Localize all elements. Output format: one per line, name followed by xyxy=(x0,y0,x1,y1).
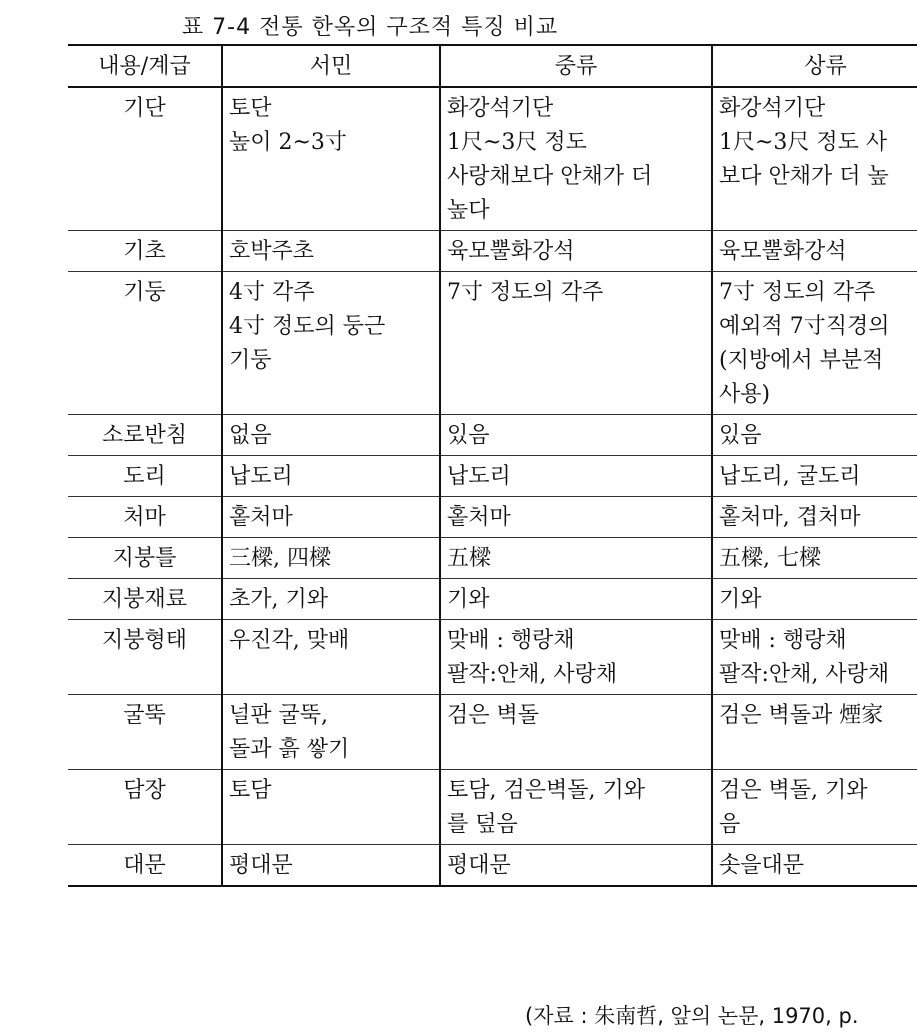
table-cell xyxy=(440,770,712,845)
row-label: 대문 xyxy=(123,853,166,878)
table-cell xyxy=(222,695,440,770)
cell-line: 호박주초 xyxy=(229,239,315,264)
table-cell xyxy=(440,456,712,497)
cell-line: 높다 xyxy=(447,198,490,223)
cell-line: 평대문 xyxy=(447,853,511,878)
cell-line: 맞배 : 행랑채 xyxy=(719,628,847,653)
source-note: (자료 : 朱南哲, 앞의 논문, 1970, p. xyxy=(525,1004,859,1028)
cell-line: 사용) xyxy=(719,382,771,407)
cell-line: 육모뿔화강석 xyxy=(719,239,847,264)
table-row xyxy=(68,497,917,538)
table-cell xyxy=(440,87,712,231)
cell-line: 4寸 정도의 둥근 xyxy=(229,314,386,339)
cell-line: 납도리 xyxy=(447,464,511,489)
header-cell: 중류 xyxy=(440,45,712,87)
table-row xyxy=(68,272,917,415)
cell-line: 홑처마 xyxy=(229,505,293,530)
cell-line: 팔작:안채, 사랑채 xyxy=(719,662,890,687)
table-cell xyxy=(712,538,917,579)
cell-line: 평대문 xyxy=(229,853,293,878)
table-cell xyxy=(712,87,917,231)
row-label: 소로반침 xyxy=(101,423,187,448)
cell-line: 三樑, 四樑 xyxy=(229,546,331,571)
table-cell xyxy=(712,770,917,845)
table-cell xyxy=(222,497,440,538)
table-row xyxy=(68,620,917,695)
cell-line: 1尺~3尺 정도 xyxy=(447,130,587,155)
table-cell xyxy=(222,87,440,231)
table-row xyxy=(68,579,917,620)
table-cell xyxy=(712,579,917,620)
row-label: 기초 xyxy=(123,239,166,264)
table-caption: 표 7-4 전통 한옥의 구조적 특징 비교 xyxy=(181,15,559,40)
table-cell xyxy=(440,415,712,456)
table-cell xyxy=(222,620,440,695)
table-cell xyxy=(440,845,712,887)
cell-line: 기와 xyxy=(447,587,490,612)
table-cell xyxy=(222,272,440,415)
cell-line: 토단 xyxy=(229,96,272,121)
cell-line: 높이 2~3寸 xyxy=(229,130,347,155)
row-label: 굴뚝 xyxy=(123,703,166,728)
cell-line: 맞배 : 행랑채 xyxy=(447,628,575,653)
cell-line: 를 덮음 xyxy=(447,812,518,837)
table-cell xyxy=(712,231,917,272)
table-cell xyxy=(222,231,440,272)
row-label: 기둥 xyxy=(123,280,166,305)
comparison-table xyxy=(68,44,917,887)
cell-line: 홑처마, 겹처마 xyxy=(719,505,861,530)
cell-line: 돌과 흙 쌓기 xyxy=(229,737,350,762)
cell-line: 납도리 xyxy=(229,464,293,489)
table-cell xyxy=(712,497,917,538)
cell-line: 화강석기단 xyxy=(719,96,826,121)
table-cell xyxy=(440,231,712,272)
table-cell xyxy=(712,620,917,695)
table-cell xyxy=(440,497,712,538)
row-label: 지붕형태 xyxy=(101,628,187,653)
cell-line: 사랑채보다 안채가 더 xyxy=(447,164,653,189)
cell-line: 음 xyxy=(719,812,741,837)
table-cell xyxy=(222,845,440,887)
cell-line: 토담, 검은벽돌, 기와 xyxy=(447,778,645,803)
row-label: 지붕틀 xyxy=(112,546,177,571)
row-label: 지붕재료 xyxy=(101,587,187,612)
cell-line: 7寸 정도의 각주 xyxy=(719,280,876,305)
cell-line: 솟을대문 xyxy=(719,853,805,878)
cell-line: 五樑 xyxy=(447,546,492,571)
table-cell xyxy=(222,579,440,620)
table-cell xyxy=(440,620,712,695)
cell-line: 홑처마 xyxy=(447,505,511,530)
table-row xyxy=(68,770,917,845)
header-cell: 내용/계급 xyxy=(68,45,222,87)
cell-line: 기둥 xyxy=(229,348,272,373)
row-label: 기단 xyxy=(123,96,166,121)
header-cell: 상류 xyxy=(712,45,917,87)
cell-line: 검은 벽돌 xyxy=(447,703,540,728)
table-cell xyxy=(712,695,917,770)
table-cell xyxy=(222,456,440,497)
cell-line: 없음 xyxy=(229,423,272,448)
cell-line: 1尺~3尺 정도 사 xyxy=(719,130,888,155)
cell-line: 검은 벽돌, 기와 xyxy=(719,778,868,803)
table-cell xyxy=(222,770,440,845)
table-cell xyxy=(440,695,712,770)
cell-line: 팔작:안채, 사랑채 xyxy=(447,662,618,687)
table-cell xyxy=(440,579,712,620)
table-cell xyxy=(712,456,917,497)
table-cell xyxy=(712,845,917,887)
table-row xyxy=(68,538,917,579)
header-cell: 서민 xyxy=(222,45,440,87)
table-row xyxy=(68,845,917,887)
cell-line: 검은 벽돌과 煙家 xyxy=(719,703,884,728)
cell-line: (지방에서 부분적 xyxy=(719,348,884,373)
table-cell xyxy=(712,415,917,456)
table-cell xyxy=(222,538,440,579)
cell-line: 기와 xyxy=(719,587,762,612)
table-row xyxy=(68,456,917,497)
table-row xyxy=(68,87,917,231)
table-row xyxy=(68,695,917,770)
cell-line: 7寸 정도의 각주 xyxy=(447,280,604,305)
table-row xyxy=(68,415,917,456)
row-label: 담장 xyxy=(123,778,166,803)
cell-line: 화강석기단 xyxy=(447,96,554,121)
cell-line: 토담 xyxy=(229,778,272,803)
cell-line: 있음 xyxy=(447,423,490,448)
row-label: 처마 xyxy=(123,505,166,530)
table-cell xyxy=(712,272,917,415)
cell-line: 있음 xyxy=(719,423,762,448)
table-cell xyxy=(222,415,440,456)
cell-line: 예외적 7寸직경의 xyxy=(719,314,890,339)
cell-line: 우진각, 맞배 xyxy=(229,628,350,653)
cell-line: 4寸 각주 xyxy=(229,280,315,305)
cell-line: 육모뿔화강석 xyxy=(447,239,575,264)
table-row xyxy=(68,231,917,272)
header-row xyxy=(68,45,917,87)
row-label: 도리 xyxy=(123,464,166,489)
table-cell xyxy=(440,538,712,579)
table-cell xyxy=(440,272,712,415)
cell-line: 초가, 기와 xyxy=(229,587,328,612)
cell-line: 五樑, 七樑 xyxy=(719,546,821,571)
cell-line: 보다 안채가 더 높 xyxy=(719,164,889,189)
cell-line: 납도리, 굴도리 xyxy=(719,464,861,489)
cell-line: 널판 굴뚝, xyxy=(229,703,328,728)
